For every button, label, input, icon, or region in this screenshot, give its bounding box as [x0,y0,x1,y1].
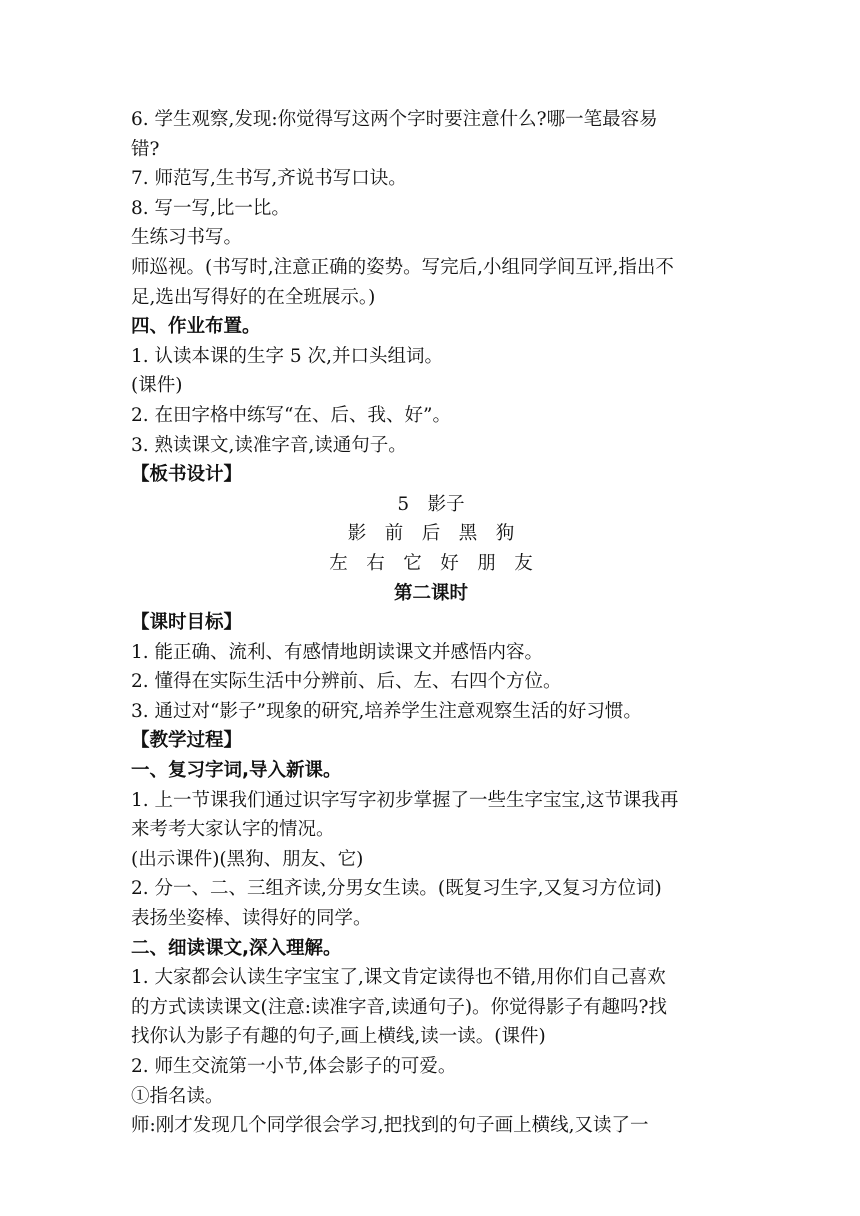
section-heading: 【教学过程】 [131,730,243,752]
board-title: 5 影子 [397,493,465,515]
text-line: 8. 写一写,比一比。 [131,197,290,219]
text-line: 来考考大家认字的情况。 [131,819,335,841]
text-line: 7. 师范写,生书写,齐说书写口诀。 [131,168,407,190]
text-line: 1. 能正确、流利、有感情地朗读课文并感悟内容。 [131,641,544,663]
text-line: 2. 懂得在实际生活中分辨前、后、左、右四个方位。 [131,671,562,693]
text-line: 2. 师生交流第一小节,体会影子的可爱。 [131,1056,457,1077]
text-line: 1. 上一节课我们通过识字写字初步掌握了一些生字宝宝,这节课我再 [131,789,679,811]
section-heading: 二、细读课文,深入理解。 [131,937,342,959]
text-line: 2. 在田字格中练写“在、后、我、好”。 [131,404,451,426]
text-line: 错? [131,138,160,160]
text-line: 2. 分一、二、三组齐读,分男女生读。(既复习生字,又复习方位词) [131,878,662,900]
text-line: 足,选出写得好的在全班展示。) [131,286,376,308]
text-line: (出示课件)(黑狗、朋友、它) [131,848,364,870]
lesson-title: 第二课时 [393,582,468,604]
section-heading: 四、作业布置。 [131,316,261,338]
text-line: 3. 通过对“影子”现象的研究,培养学生注意观察生活的好习惯。 [131,700,642,722]
section-heading: 【课时目标】 [131,612,243,634]
text-line: 1. 大家都会认读生字宝宝了,课文肯定读得也不错,用你们自己喜欢 [131,967,666,989]
board-row: 左 右 它 好 朋 友 [329,552,533,574]
text-line: 3. 熟读课文,读准字音,读通句子。 [131,434,407,456]
text-line: ①指名读。 [131,1085,224,1107]
text-line: 表扬坐姿棒、读得好的同学。 [131,908,372,930]
board-row: 影 前 后 黑 狗 [347,523,515,545]
text-line: 师巡视。(书写时,注意正确的姿势。写完后,小组同学间互评,指出不 [131,256,674,278]
text-line: 的方式读读课文(注意:读准字音,读通句子)。你觉得影子有趣吗?找 [131,996,667,1018]
text-line: 1. 认读本课的生字 5 次,并口头组词。 [131,345,443,367]
text-line: 生练习书写。 [131,227,243,249]
section-heading: 一、复习字词,导入新课。 [131,760,342,782]
text-line: 6. 学生观察,发现:你觉得写这两个字时要注意什么?哪一笔最容易 [131,109,658,130]
text-line: (课件) [131,375,183,397]
document-page [131,105,731,1141]
text-line: 找你认为影子有趣的句子,画上横线,读一读。(课件) [131,1026,546,1048]
section-heading: 【板书设计】 [131,464,243,486]
text-line: 师:刚才发现几个同学很会学习,把找到的句子画上横线,又读了一 [131,1115,649,1137]
